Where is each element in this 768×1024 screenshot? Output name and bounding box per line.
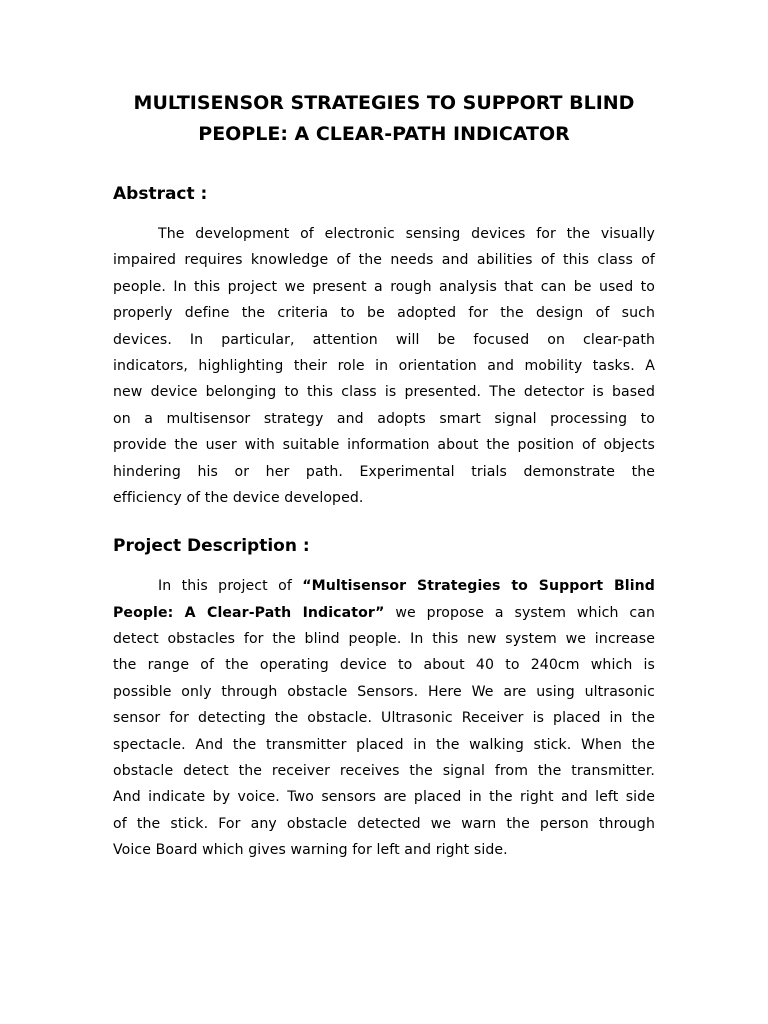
project-line: sensor for detecting the obstacle. Ultrasonic Receiver is placed in the	[113, 710, 655, 727]
abstract-line: efficiency of the device developed.	[113, 489, 364, 506]
abstract-line: impaired requires knowledge of the needs and abilities of this class of	[113, 252, 655, 269]
abstract-line: The development of electronic sensing devices for the visually	[158, 226, 655, 242]
abstract-line: properly define the criteria to be adopted for the design of such	[113, 305, 655, 322]
project-line: detect obstacles for the blind people. In this new system we increase	[113, 631, 655, 648]
abstract-line: devices. In particular, attention will be focused on clear-path	[113, 331, 655, 348]
abstract-paragraph	[113, 221, 655, 511]
abstract-line: indicators, highlighting their role in orientation and mobility tasks. A	[113, 357, 655, 374]
project-line: possible only through obstacle Sensors. Here We are using ultrasonic	[113, 683, 655, 700]
project-line: obstacle detect the receiver receives the signal from the transmitter.	[113, 763, 655, 780]
abstract-line: on a multisensor strategy and adopts smart signal processing to	[113, 410, 655, 427]
project-line: spectacle. And the transmitter placed in the walking stick. When the	[113, 736, 655, 753]
abstract-line: people. In this project we present a rough analysis that can be used to	[113, 278, 655, 295]
project-line	[113, 573, 655, 599]
document-title	[113, 88, 655, 150]
project-line: the range of the operating device to about 40 to 240cm which is	[113, 657, 655, 674]
project-description-paragraph	[113, 573, 655, 863]
abstract-line: new device belonging to this class is presented. The detector is based	[113, 384, 655, 401]
abstract-line: hindering his or her path. Experimental trials demonstrate the	[113, 463, 655, 480]
abstract-line: provide the user with suitable information about the position of objects	[113, 437, 655, 454]
abstract-heading: Abstract :	[113, 184, 208, 204]
project-line: of the stick. For any obstacle detected we warn the person through	[113, 815, 655, 832]
project-line: And indicate by voice. Two sensors are placed in the right and left side	[113, 789, 655, 806]
document-page	[113, 88, 655, 864]
project-title-quote-part-1: “Multisensor Strategies to Support Blind	[302, 578, 655, 595]
title-line-2: PEOPLE: A CLEAR-PATH INDICATOR	[198, 123, 570, 145]
project-description-heading: Project Description :	[113, 536, 310, 557]
project-line: Voice Board which gives warning for left and right side.	[113, 842, 508, 859]
project-line	[113, 600, 655, 626]
project-line-1-text: In this project of	[158, 578, 303, 595]
title-line-1: MULTISENSOR STRATEGIES TO SUPPORT BLIND	[133, 92, 635, 114]
project-title-quote-part-2: People: A Clear-Path Indicator”	[113, 604, 385, 621]
project-line-2-text: we propose a system which can	[384, 604, 655, 621]
